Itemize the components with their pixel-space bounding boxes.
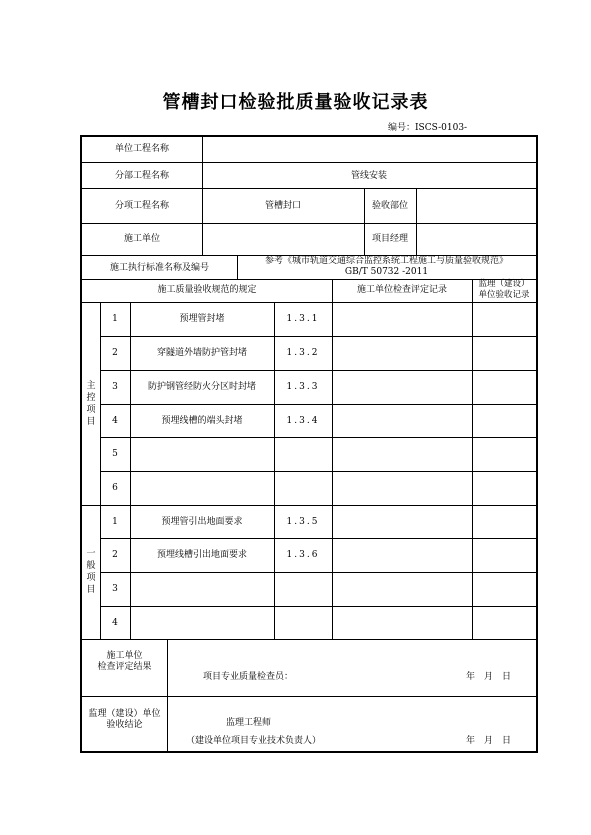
main-item-name: 预埋线槽的端头封堵 xyxy=(161,416,243,426)
main-item-clause: 1.3.1 xyxy=(286,314,320,324)
form-code: 编号：ISCS-0103- xyxy=(388,123,468,133)
inspection-form-table xyxy=(80,135,538,753)
spec-column-header: 施工质量验收规范的规定 xyxy=(157,285,257,295)
standard-value-line1: 参考《城市轨道交通综合监控系统工程施工与质量验收规范》 xyxy=(264,256,508,266)
general-items-label: 一 般 项 目 xyxy=(86,549,96,595)
supervisor-column-header-line1: 监理（建设） xyxy=(478,279,530,289)
supervisor-conclusion-label-line2: 验收结论 xyxy=(106,720,143,730)
main-control-label: 主 控 项 目 xyxy=(86,381,96,427)
unit-project-name-label: 单位工程名称 xyxy=(114,144,169,154)
main-item-clause: 1.3.3 xyxy=(286,382,320,392)
main-item-clause: 1.3.4 xyxy=(286,416,320,426)
main-item-number: 3 xyxy=(112,382,118,392)
main-item-number: 5 xyxy=(112,449,118,459)
main-item-clause: 1.3.2 xyxy=(286,348,320,358)
supervisor-column-header-line2: 单位验收记录 xyxy=(478,290,530,300)
general-item-clause: 1.3.5 xyxy=(286,517,320,527)
supervising-engineer-label: 监理工程师 xyxy=(226,718,272,728)
project-manager-label: 项目经理 xyxy=(371,234,408,244)
general-item-name: 预埋线槽引出地面要求 xyxy=(156,550,247,560)
page-title: 管槽封口检验批质量验收记录表 xyxy=(162,92,429,113)
subitem-name-label: 分项工程名称 xyxy=(114,201,169,211)
general-item-name: 预埋管引出地面要求 xyxy=(161,517,243,527)
main-item-number: 2 xyxy=(112,348,118,358)
main-item-number: 4 xyxy=(112,416,118,426)
date-label: 年 月 日 xyxy=(466,736,512,746)
subitem-value: 管槽封口 xyxy=(264,201,301,211)
standard-label: 施工执行标准名称及编号 xyxy=(109,263,209,273)
main-item-number: 6 xyxy=(112,483,118,493)
acceptance-part-label: 验收部位 xyxy=(371,201,408,211)
technical-lead-label: （建设单位项目专业技术负责人） xyxy=(186,736,322,746)
quality-inspector-label: 项目专业质量检查员： xyxy=(203,672,294,682)
general-item-number: 2 xyxy=(112,550,118,560)
main-item-name: 防护钢管经防火分区时封堵 xyxy=(147,382,256,392)
contractor-result-label-line2: 检查评定结果 xyxy=(97,662,152,672)
main-item-number: 1 xyxy=(112,314,118,324)
supervisor-conclusion-label-line1: 监理（建设）单位 xyxy=(88,709,161,719)
construction-unit-label: 施工单位 xyxy=(123,234,160,244)
contractor-check-column-header: 施工单位检查评定记录 xyxy=(356,285,447,295)
subdivision-name-label: 分部工程名称 xyxy=(114,171,169,181)
subdivision-value: 管线安装 xyxy=(350,171,387,181)
general-item-number: 3 xyxy=(112,584,118,594)
general-item-number: 1 xyxy=(112,517,118,527)
general-item-number: 4 xyxy=(112,618,118,628)
main-item-name: 穿隧道外墙防护管封堵 xyxy=(156,348,247,358)
main-item-name: 预埋管封堵 xyxy=(179,314,225,324)
contractor-result-label-line1: 施工单位 xyxy=(106,651,143,661)
general-item-clause: 1.3.6 xyxy=(286,550,320,560)
standard-value-line2: GB/T 50732 -2011 xyxy=(344,267,429,277)
date-label: 年 月 日 xyxy=(466,672,512,682)
